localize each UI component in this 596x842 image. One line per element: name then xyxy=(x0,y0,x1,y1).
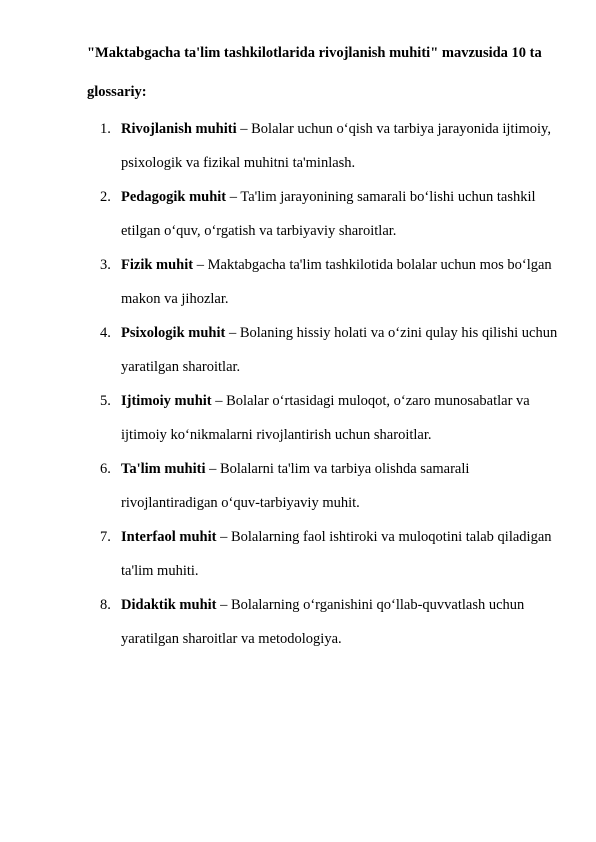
glossary-term: Ijtimoiy muhit xyxy=(121,393,212,409)
glossary-definition: – Bolalar o‘rtasidagi muloqot, o‘zaro munosabatlar va ijtimoiy ko‘nikmalarni rivojlantirish uchun sharoitlar. xyxy=(121,393,530,443)
glossary-item-2 xyxy=(87,180,567,248)
document-title: "Maktabgacha ta'lim tashkilotlarida rivojlanish muhiti" mavzusida 10 ta glossariy: xyxy=(87,45,542,100)
glossary-item-1 xyxy=(87,112,567,180)
item-number: 3. xyxy=(100,257,111,273)
glossary-definition: – Ta'lim jarayonining samarali bo‘lishi uchun tashkil etilgan o‘quv, o‘rgatish va tarbiyaviy sharoitlar. xyxy=(121,189,536,239)
glossary-definition: – Bolalarning o‘rganishini qo‘llab-quvvatlash uchun yaratilgan sharoitlar va metodologiya. xyxy=(121,597,525,647)
glossary-definition: – Bolalarning faol ishtiroki va muloqotini talab qiladigan ta'lim muhiti. xyxy=(121,529,552,579)
glossary-term: Rivojlanish muhiti xyxy=(121,121,237,137)
glossary-term: Ta'lim muhiti xyxy=(121,461,206,477)
glossary-item-4 xyxy=(87,316,567,384)
glossary-term: Psixologik muhit xyxy=(121,325,226,341)
item-number: 1. xyxy=(100,121,111,137)
glossary-definition: – Bolaning hissiy holati va o‘zini qulay his qilishi uchun yaratilgan sharoitlar. xyxy=(121,325,558,375)
glossary-item-5 xyxy=(87,384,567,452)
glossary-term: Fizik muhit xyxy=(121,257,194,273)
item-number: 6. xyxy=(100,461,111,477)
glossary-item-8 xyxy=(87,588,567,656)
glossary-list xyxy=(87,112,567,656)
glossary-term: Didaktik muhit xyxy=(121,597,217,613)
item-number: 5. xyxy=(100,393,111,409)
item-number: 4. xyxy=(100,325,111,341)
glossary-definition: – Bolalarni ta'lim va tarbiya olishda samarali rivojlantiradigan o‘quv-tarbiyaviy muhit. xyxy=(121,461,470,511)
glossary-term: Pedagogik muhit xyxy=(121,189,227,205)
glossary-item-3 xyxy=(87,248,567,316)
item-number: 7. xyxy=(100,529,111,545)
item-number: 8. xyxy=(100,597,111,613)
glossary-term: Interfaol muhit xyxy=(121,529,217,545)
glossary-definition: – Bolalar uchun o‘qish va tarbiya jarayonida ijtimoiy, psixologik va fizikal muhitni ta'minlash. xyxy=(121,121,551,171)
glossary-item-7 xyxy=(87,520,567,588)
glossary-item-6 xyxy=(87,452,567,520)
glossary-definition: – Maktabgacha ta'lim tashkilotida bolalar uchun mos bo‘lgan makon va jihozlar. xyxy=(121,257,552,307)
item-number: 2. xyxy=(100,189,111,205)
